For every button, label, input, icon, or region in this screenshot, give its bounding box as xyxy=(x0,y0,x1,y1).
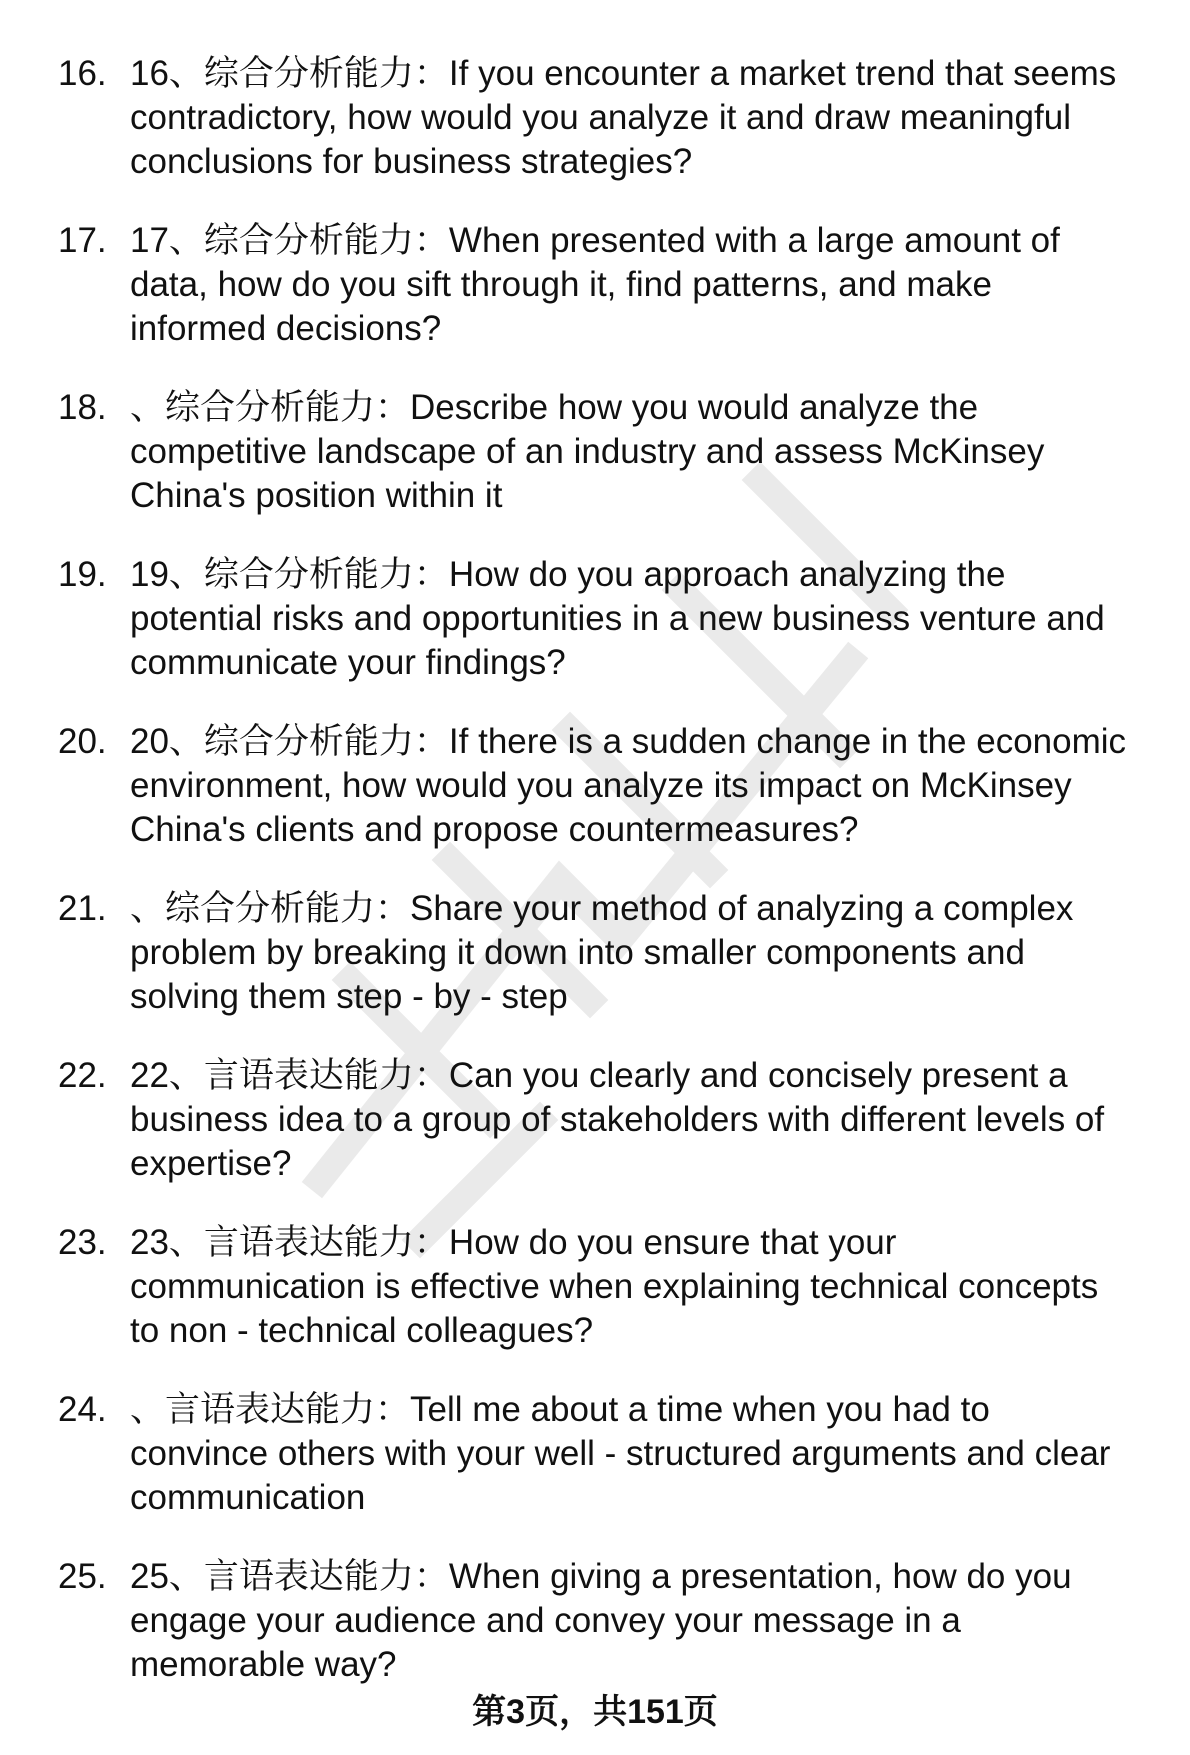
question-number: 17. xyxy=(58,221,107,260)
question-item-24 xyxy=(0,1388,1190,1555)
question-list xyxy=(0,52,1190,1722)
question-number: 25. xyxy=(58,1557,107,1596)
question-number: 24. xyxy=(58,1390,107,1429)
question-text: 、综合分析能力：Describe how you would analyze the competitive landscape of an industry and assess McKinsey China's position within it xyxy=(130,388,1045,515)
question-text: 、言语表达能力：Tell me about a time when you had to convince others with your well - structured arguments and clear communication xyxy=(130,1390,1111,1517)
question-text: 25、言语表达能力：When giving a presentation, how do you engage your audience and convey your message in a memorable way? xyxy=(130,1557,1072,1684)
question-item-23 xyxy=(0,1221,1190,1388)
question-number: 21. xyxy=(58,889,107,928)
question-item-21 xyxy=(0,887,1190,1054)
question-item-22 xyxy=(0,1054,1190,1221)
question-text: 20、综合分析能力：If there is a sudden change in the economic environment, how would you analyze its impact on McKinsey China's clients and propose countermeasures? xyxy=(130,722,1127,849)
question-item-19 xyxy=(0,553,1190,720)
question-item-17 xyxy=(0,219,1190,386)
question-number: 16. xyxy=(58,54,107,93)
question-number: 20. xyxy=(58,722,107,761)
question-text: 19、综合分析能力：How do you approach analyzing the potential risks and opportunities in a new business venture and communicate your findings? xyxy=(130,555,1105,682)
question-number: 22. xyxy=(58,1056,107,1095)
page-number-footer: 第3页，共151页 xyxy=(472,1693,718,1731)
question-item-20 xyxy=(0,720,1190,887)
question-item-18 xyxy=(0,386,1190,553)
question-text: 22、言语表达能力：Can you clearly and concisely present a business idea to a group of stakeholders with different levels of expertise? xyxy=(130,1056,1105,1183)
question-number: 19. xyxy=(58,555,107,594)
question-text: 23、言语表达能力：How do you ensure that your communication is effective when explaining technical concepts to non - technical colleagues? xyxy=(130,1223,1099,1350)
question-number: 23. xyxy=(58,1223,107,1262)
question-number: 18. xyxy=(58,388,107,427)
question-text: 17、综合分析能力：When presented with a large amount of data, how do you sift through it, find patterns, and make informed decisions? xyxy=(130,221,1060,348)
question-text: 、综合分析能力：Share your method of analyzing a complex problem by breaking it down into smaller components and solving them step - by - step xyxy=(130,889,1074,1016)
question-text: 16、综合分析能力：If you encounter a market trend that seems contradictory, how would you analyze it and draw meaningful conclusions for business strategies? xyxy=(130,54,1117,181)
question-item-16 xyxy=(0,52,1190,219)
